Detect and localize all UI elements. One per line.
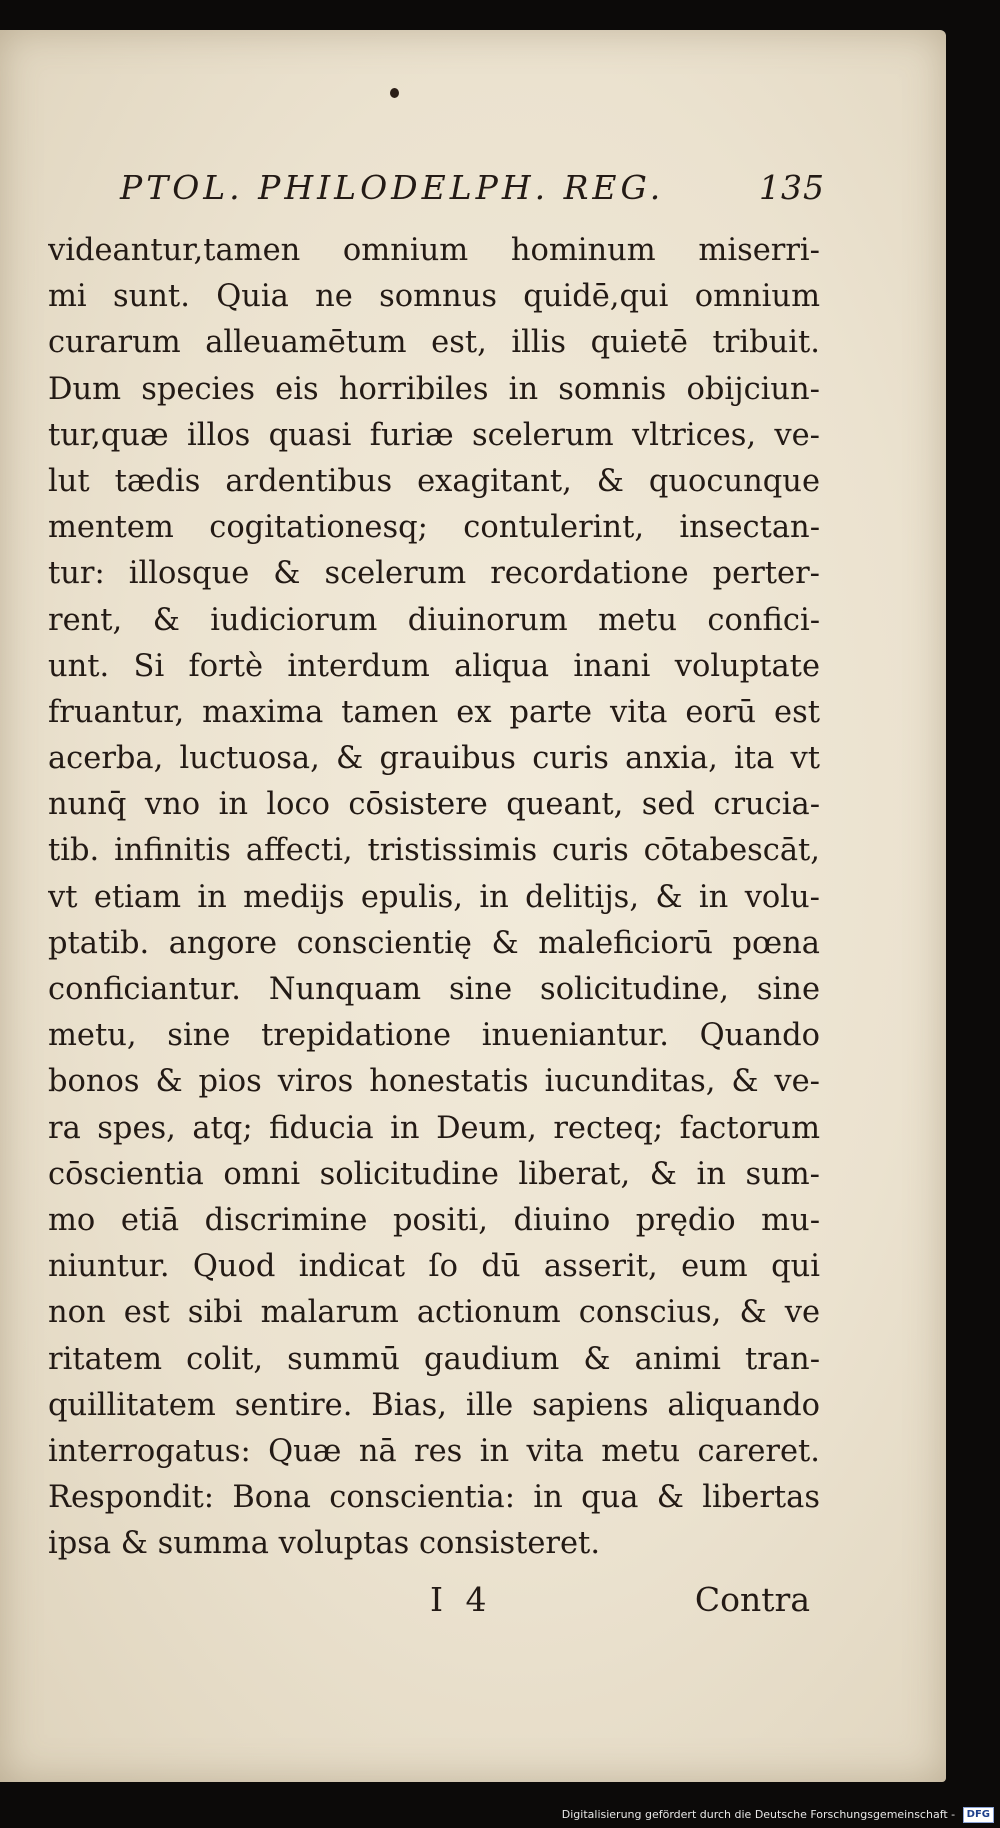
text-line: videantur,tamen omnium hominum miserri-	[48, 233, 820, 268]
text-line: lut tædis ardentibus exagitant, & quocunque	[48, 463, 820, 499]
text-line: acerba, luctuosa, & grauibus curis anxia, ita vt	[48, 741, 820, 777]
text-line: metu, sine trepidatione inueniantur. Quando	[48, 1018, 820, 1054]
digitization-credit	[562, 1806, 994, 1824]
text-line: nunq̄ vno in loco cōsistere queant, sed crucia-	[48, 787, 820, 823]
text-line: tur,quæ illos quasi furiæ scelerum vltrices, ve-	[48, 417, 820, 453]
text-line: fruantur, maxima tamen ex parte vita eorū est	[48, 694, 820, 730]
text-line: ptatib. angore conscientię & maleficiorū pœna	[48, 925, 820, 961]
page-footer	[430, 1570, 810, 1630]
text-line: cōscientia omni solicitudine liberat, & in sum-	[48, 1156, 820, 1192]
book-page	[0, 30, 946, 1782]
text-line: unt. Si fortè interdum aliqua inani voluptate	[48, 648, 820, 684]
text-line: curarum alleuamētum est, illis quietē tribuit.	[48, 325, 820, 361]
signature-mark: I 4	[430, 1580, 493, 1619]
credit-text: Digitalisierung gefördert durch die Deutsche Forschungsgemeinschaft -	[561, 1808, 956, 1821]
text-line: non est sibi malarum actionum conscius, & ve	[48, 1295, 820, 1331]
text-line: Respondit: Bona conscientia: in qua & libertas	[48, 1480, 820, 1516]
text-line: ipsa & summa voluptas consisteret.	[48, 1526, 601, 1562]
running-head	[120, 160, 825, 216]
text-line: Dum species eis horribiles in somnis obijciun-	[48, 371, 820, 407]
text-line: mo etiā discrimine positi, diuino prędio mu-	[48, 1202, 820, 1238]
catchword: Contra	[694, 1580, 810, 1619]
text-line: tib. infinitis affecti, tristissimis curis cōtabescāt,	[48, 833, 820, 869]
text-line: tur: illosque & scelerum recordatione perter-	[48, 556, 820, 592]
text-line: vt etiam in medijs epulis, in delitijs, & in volu-	[48, 879, 820, 915]
text-line: mi sunt. Quia ne somnus quidē,qui omnium	[48, 279, 820, 315]
printer-ornament	[390, 88, 399, 98]
text-line: conficiantur. Nunquam sine solicitudine, sine	[48, 972, 820, 1007]
text-line: ra spes, atq; fiducia in Deum, recteq; factorum	[48, 1110, 820, 1146]
text-line: ritatem colit, summū gaudium & animi tran-	[48, 1341, 820, 1377]
text-line: niuntur. Quod indicat ſo dū asserit, eum qui	[48, 1249, 820, 1285]
text-line: mentem cogitationesq; contulerint, insectan-	[48, 510, 820, 546]
text-line: bonos & pios viros honestatis iucunditas, & ve-	[48, 1064, 820, 1100]
text-line: rent, & iudiciorum diuinorum metu confici-	[48, 602, 820, 638]
dfg-logo: DFG	[963, 1807, 994, 1823]
running-title: PTOL. PHILODELPH. REG.	[120, 168, 665, 207]
page-number: 135	[759, 168, 825, 207]
text-line: interrogatus: Quæ nā res in vita metu careret.	[48, 1433, 820, 1469]
body-text	[48, 228, 820, 1567]
text-line: quillitatem sentire. Bias, ille sapiens aliquando	[48, 1387, 820, 1423]
